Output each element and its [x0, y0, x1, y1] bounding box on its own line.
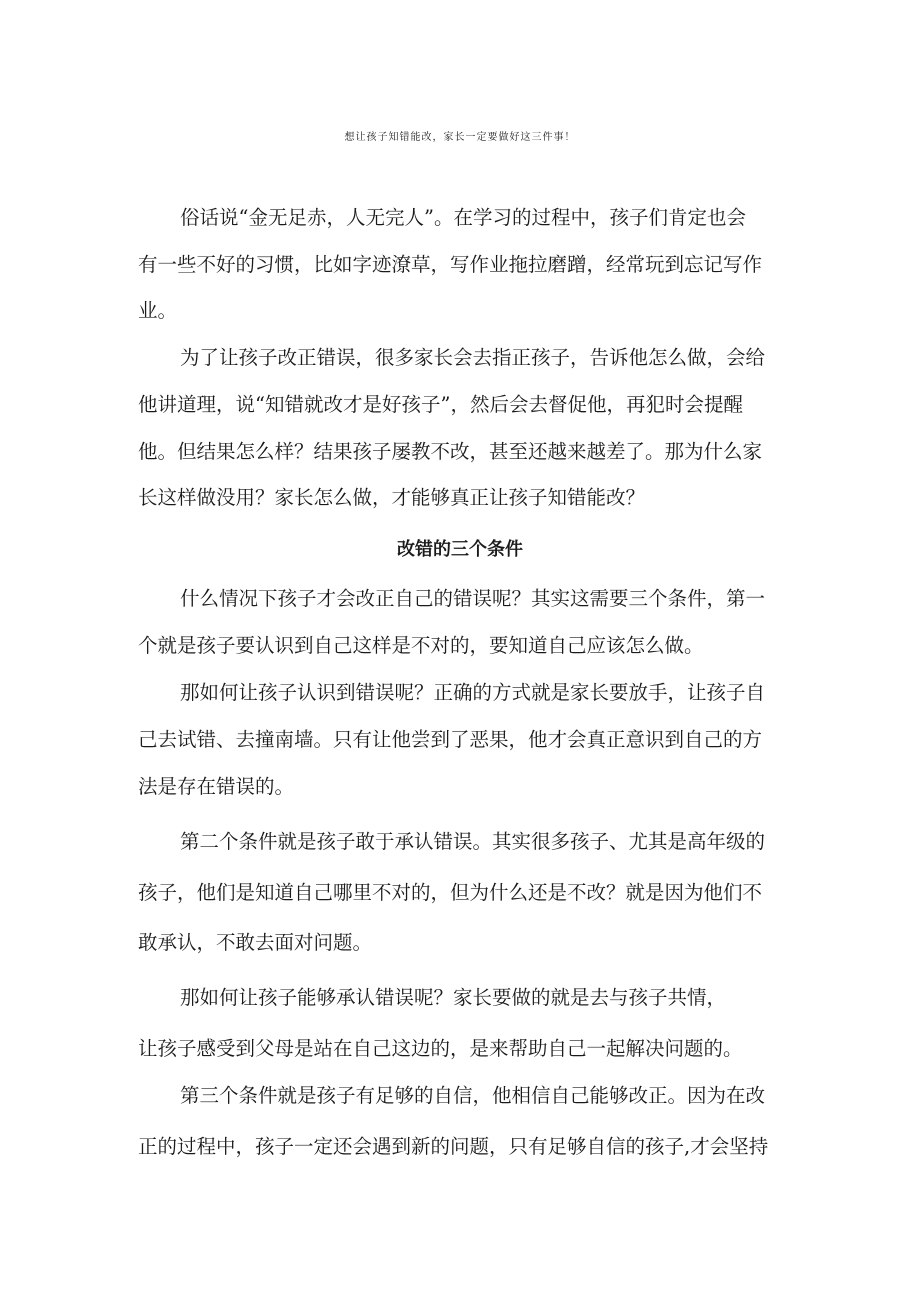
paragraph-2-line-2: 他讲道理，说“知错就改才是好孩子”，然后会去督促他，再犯时会提醒: [138, 393, 743, 416]
paragraph-3-line-1: 什么情况下孩子才会改正自己的错误呢？其实这需要三个条件，第一: [180, 587, 766, 610]
document-title: 想让孩子知错能改，家长一定要做好这三件事！: [344, 132, 576, 143]
paragraph-5-line-1: 第二个条件就是孩子敢于承认错误。其实很多孩子、尤其是高年级的: [180, 830, 766, 853]
paragraph-6-line-2: 让孩子感受到父母是站在自己这边的，是来帮助自己一起解决问题的。: [138, 1037, 743, 1060]
section-heading: 改错的三个条件: [397, 539, 523, 560]
paragraph-4-line-2: 己去试错、去撞南墙。只有让他尝到了恶果，他才会真正意识到自己的方: [138, 728, 763, 751]
paragraph-1-line-3: 业。: [138, 299, 178, 322]
paragraph-7-line-2: 正的过程中，孩子一定还会遇到新的问题，只有足够自信的孩子,才会坚持: [138, 1135, 769, 1158]
paragraph-3-line-2: 个就是孩子要认识到自己这样是不对的，要知道自己应该怎么做。: [138, 634, 704, 657]
paragraph-2-line-3: 他。但结果怎么样？结果孩子屡教不改，甚至还越来越差了。那为什么家: [138, 440, 763, 463]
paragraph-2-line-4: 长这样做没用？家长怎么做，才能够真正让孩子知错能改？: [138, 486, 646, 509]
paragraph-2-line-1: 为了让孩子改正错误，很多家长会去指正孩子，告诉他怎么做，会给: [180, 346, 766, 369]
paragraph-4-line-1: 那如何让孩子认识到错误呢？正确的方式就是家长要放手，让孩子自: [180, 681, 766, 704]
paragraph-4-line-3: 法是存在错误的。: [138, 775, 295, 798]
paragraph-1-line-1: 俗话说“金无足赤，人无完人”。在学习的过程中，孩子们肯定也会: [180, 206, 746, 229]
paragraph-6-line-1: 那如何让孩子能够承认错误呢？家长要做的就是去与孩子共情，: [180, 986, 727, 1009]
paragraph-7-line-1: 第三个条件就是孩子有足够的自信，他相信自己能够改正。因为在改: [180, 1084, 766, 1107]
paragraph-5-line-2: 孩子，他们是知道自己哪里不对的，但为什么还是不改？就是因为他们不: [138, 881, 763, 904]
paragraph-1-line-2: 有一些不好的习惯，比如字迹潦草，写作业拖拉磨蹭，经常玩到忘记写作: [138, 253, 763, 276]
paragraph-5-line-3: 敢承认，不敢去面对问题。: [138, 931, 373, 954]
